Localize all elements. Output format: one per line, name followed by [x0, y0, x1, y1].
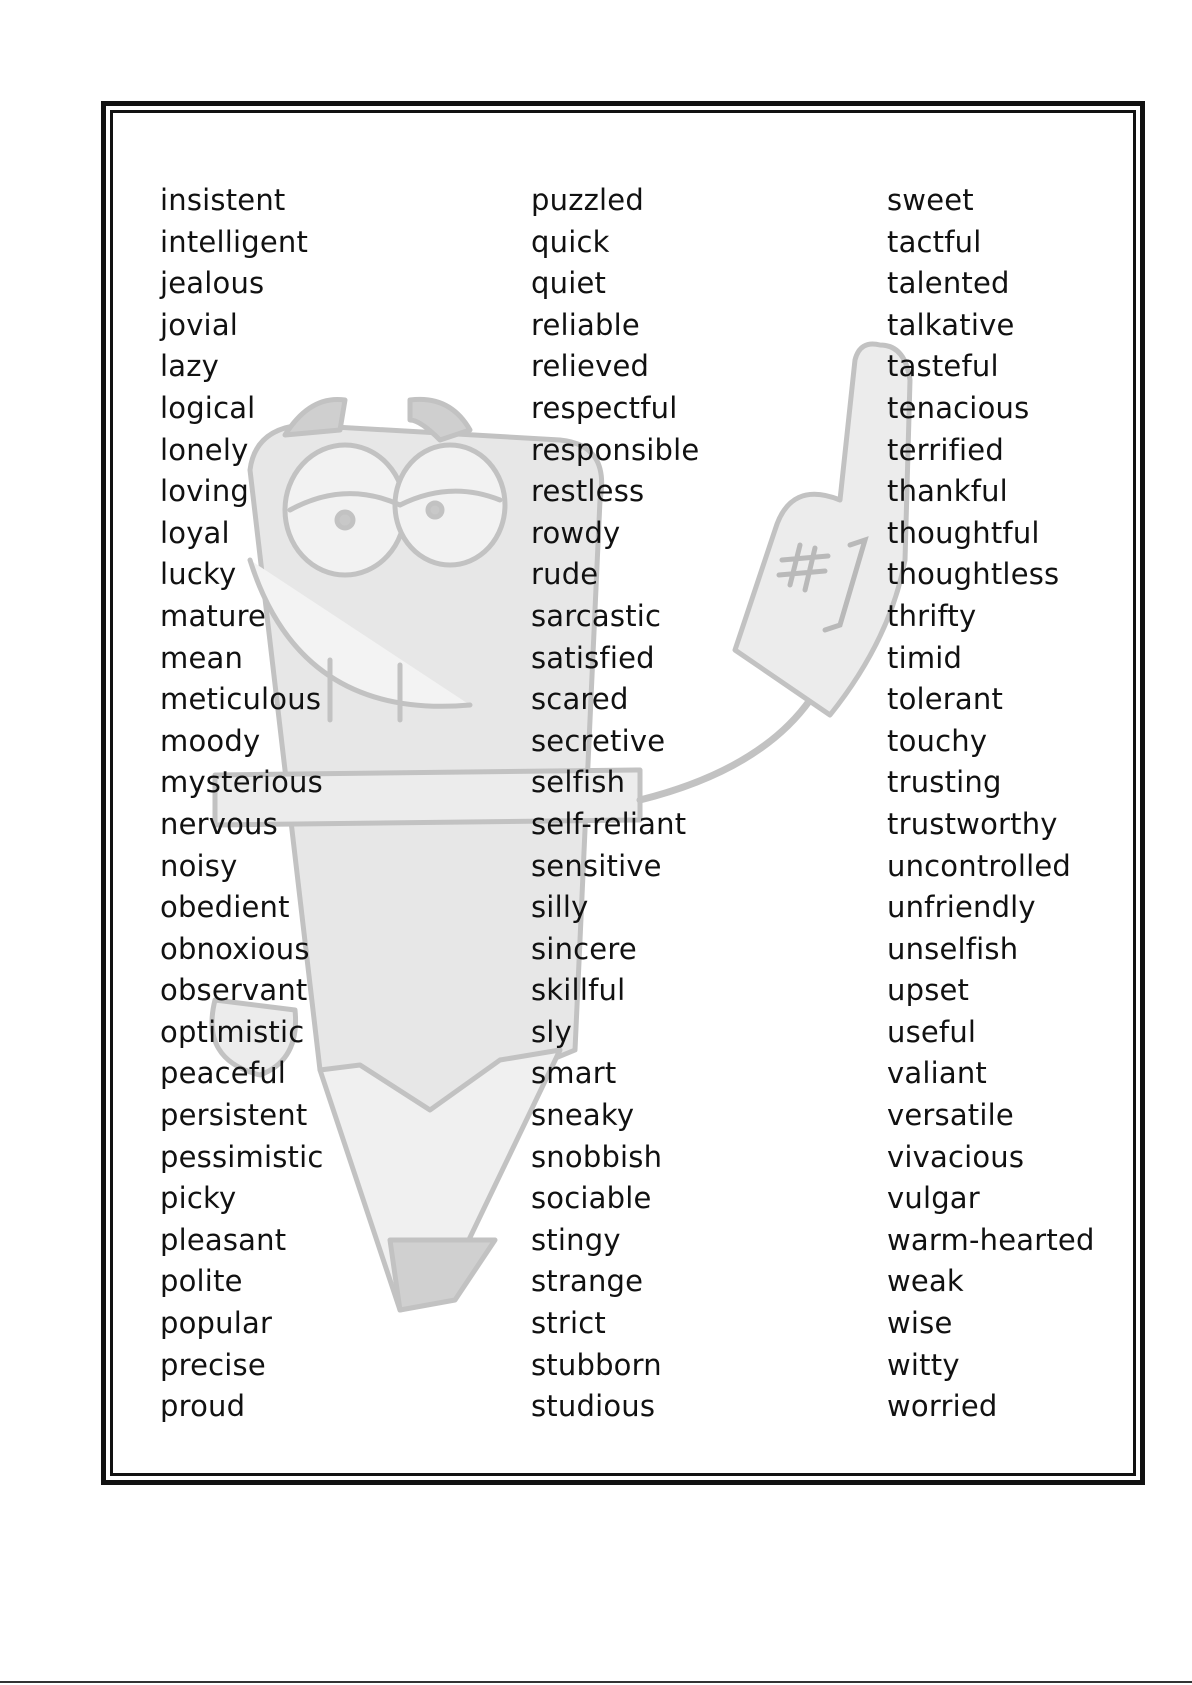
list-item: sarcastic: [531, 598, 662, 633]
list-item: respectful: [531, 390, 678, 425]
list-item: terrified: [887, 432, 1004, 467]
list-item: tenacious: [887, 390, 1030, 425]
list-item: lazy: [160, 349, 220, 384]
list-item: meticulous: [160, 682, 322, 717]
list-item: loyal: [160, 515, 230, 550]
list-item: logical: [160, 390, 256, 425]
list-item: obedient: [160, 890, 290, 925]
list-item: rude: [531, 557, 599, 592]
list-item: useful: [887, 1014, 977, 1049]
list-item: reliable: [531, 307, 640, 342]
list-item: thrifty: [887, 598, 977, 633]
list-item: insistent: [160, 183, 286, 217]
list-item: secretive: [531, 723, 666, 758]
list-item: polite: [160, 1264, 243, 1299]
page-bottom-rule: [0, 1681, 1192, 1683]
list-item: uncontrolled: [887, 848, 1071, 883]
list-item: thankful: [887, 474, 1008, 509]
list-item: wise: [887, 1306, 953, 1341]
list-item: timid: [887, 640, 963, 675]
list-item: thoughtless: [887, 557, 1060, 592]
list-item: tolerant: [887, 682, 1004, 717]
list-item: smart: [531, 1056, 617, 1091]
list-item: sociable: [531, 1181, 652, 1216]
list-item: observant: [160, 973, 308, 1008]
list-item: rowdy: [531, 515, 621, 550]
list-item: trusting: [887, 765, 1002, 800]
list-item: stubborn: [531, 1347, 662, 1382]
list-item: warm-hearted: [887, 1222, 1095, 1257]
list-item: pessimistic: [160, 1139, 324, 1174]
list-item: obnoxious: [160, 931, 310, 966]
list-item: quick: [531, 224, 610, 259]
list-item: sincere: [531, 931, 637, 966]
list-item: versatile: [887, 1098, 1014, 1133]
list-item: pleasant: [160, 1222, 287, 1257]
list-item: witty: [887, 1347, 960, 1382]
word-column-3: [887, 180, 1095, 1428]
list-item: nervous: [160, 806, 278, 841]
list-item: intelligent: [160, 224, 309, 259]
list-item: talkative: [887, 307, 1015, 342]
list-item: touchy: [887, 723, 988, 758]
list-item: unfriendly: [887, 890, 1036, 925]
list-item: precise: [160, 1347, 266, 1382]
list-item: sweet: [887, 183, 974, 217]
list-item: lucky: [160, 557, 237, 592]
list-item: selfish: [531, 765, 626, 800]
list-item: valiant: [887, 1056, 987, 1091]
list-item: self-reliant: [531, 806, 687, 841]
list-item: upset: [887, 973, 970, 1008]
list-item: proud: [160, 1389, 246, 1424]
list-item: unselfish: [887, 931, 1019, 966]
list-item: optimistic: [160, 1014, 305, 1049]
word-column-1: [160, 180, 324, 1428]
list-item: talented: [887, 266, 1010, 301]
list-item: satisfied: [531, 640, 655, 675]
list-item: weak: [887, 1264, 964, 1299]
list-item: sly: [531, 1014, 572, 1049]
list-item: responsible: [531, 432, 700, 467]
list-item: quiet: [531, 266, 607, 301]
list-item: moody: [160, 723, 261, 758]
list-item: tactful: [887, 224, 982, 259]
list-item: skillful: [531, 973, 626, 1008]
list-item: sensitive: [531, 848, 662, 883]
list-item: lonely: [160, 432, 249, 467]
list-item: mysterious: [160, 765, 323, 800]
list-item: silly: [531, 890, 589, 925]
list-item: snobbish: [531, 1139, 663, 1174]
list-item: popular: [160, 1306, 273, 1341]
list-item: scared: [531, 682, 629, 717]
list-item: picky: [160, 1181, 237, 1216]
list-item: relieved: [531, 349, 650, 384]
list-item: stingy: [531, 1222, 621, 1257]
list-item: mature: [160, 598, 267, 633]
list-item: restless: [531, 474, 645, 509]
list-item: tasteful: [887, 349, 999, 384]
list-item: strange: [531, 1264, 644, 1299]
list-item: puzzled: [531, 183, 644, 217]
list-item: persistent: [160, 1098, 308, 1133]
list-item: loving: [160, 474, 250, 509]
list-item: thoughtful: [887, 515, 1040, 550]
list-item: worried: [887, 1389, 998, 1424]
list-item: studious: [531, 1389, 656, 1424]
word-column-2: [531, 180, 699, 1428]
list-item: vivacious: [887, 1139, 1025, 1174]
list-item: strict: [531, 1306, 606, 1341]
list-item: jovial: [160, 307, 239, 342]
list-item: mean: [160, 640, 244, 675]
list-item: vulgar: [887, 1181, 980, 1216]
list-item: jealous: [160, 266, 265, 301]
list-item: trustworthy: [887, 806, 1058, 841]
list-item: sneaky: [531, 1098, 635, 1133]
list-item: noisy: [160, 848, 238, 883]
list-item: peaceful: [160, 1056, 287, 1091]
